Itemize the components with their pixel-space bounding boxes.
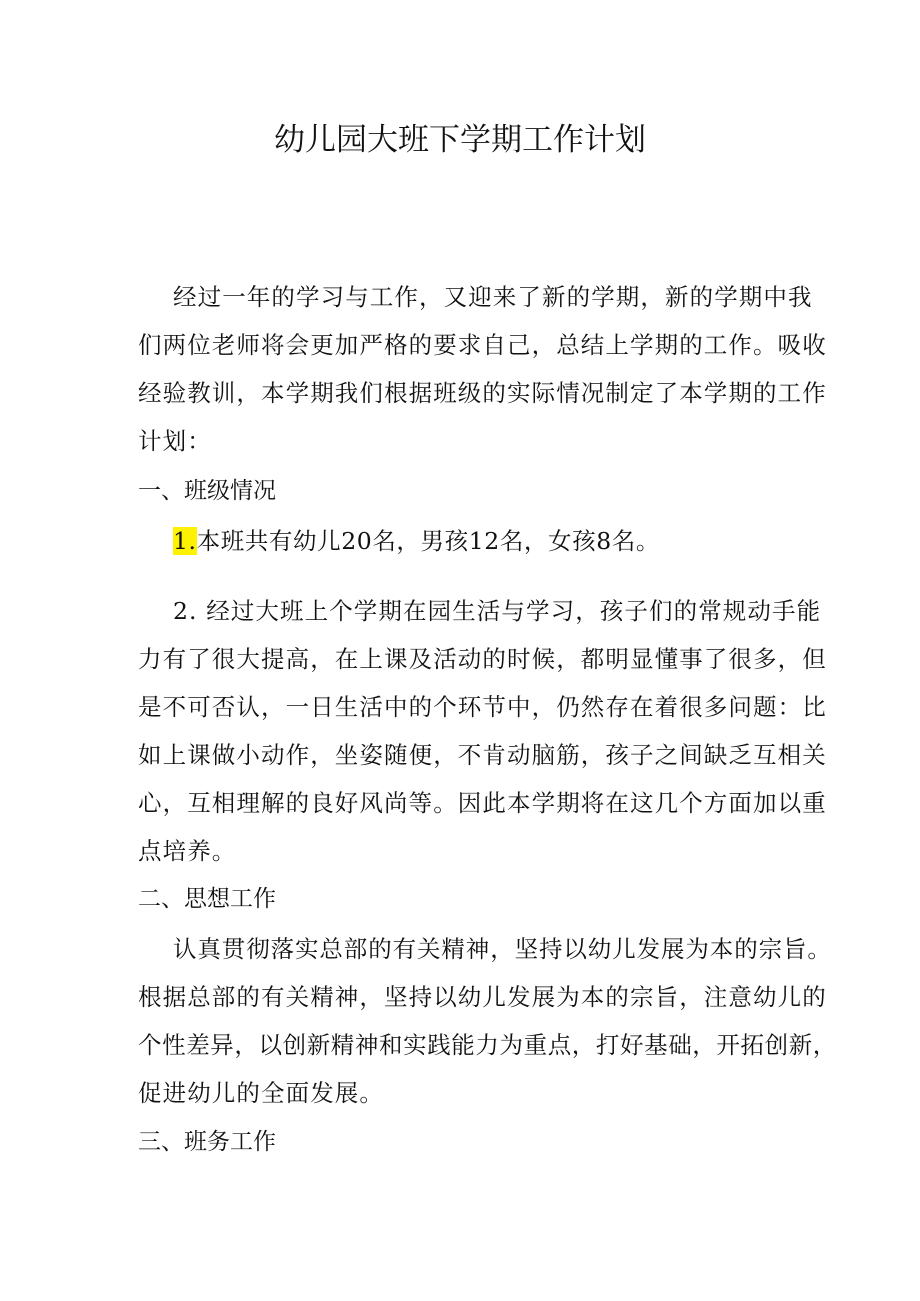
paragraph-line: 是不可否认，一日生活中的个环节中，仍然存在着很多问题：比 xyxy=(138,693,827,721)
paragraph-line: 点培养。 xyxy=(138,837,237,865)
class-info-item xyxy=(173,522,660,556)
document-title: 幼儿园大班下学期工作计划 xyxy=(274,122,646,158)
paragraph-line: 如上课做小动作，坐姿随便，不肯动脑筋，孩子之间缺乏互相关 xyxy=(138,741,827,769)
intro-paragraph xyxy=(138,278,827,458)
paragraph-line: 心，互相理解的良好风尚等。因此本学期将在这几个方面加以重 xyxy=(138,789,827,817)
intro-line: 们两位老师将会更加严格的要求自己，总结上学期的工作。吸收 xyxy=(138,331,827,359)
intro-line: 计划： xyxy=(138,427,212,455)
ideology-paragraph xyxy=(138,930,837,1120)
paragraph-line: 根据总部的有关精神，坚持以幼儿发展为本的宗旨，注意幼儿的 xyxy=(138,983,827,1011)
intro-line: 经验教训，本学期我们根据班级的实际情况制定了本学期的工作 xyxy=(138,379,827,407)
paragraph-line: 认真贯彻落实总部的有关精神，坚持以幼儿发展为本的宗旨。 xyxy=(173,935,832,963)
class-info-text: 本班共有幼儿20名，男孩12名，女孩8名。 xyxy=(196,527,660,555)
paragraph-line: 2. 经过大班上个学期在园生活与学习，孩子们的常规动手能 xyxy=(173,597,822,625)
section-heading-ideology: 二、思想工作 xyxy=(138,886,276,912)
class-behavior-paragraph xyxy=(138,592,827,872)
intro-line: 经过一年的学习与工作，又迎来了新的学期，新的学期中我 xyxy=(173,283,813,311)
highlighted-number: 1. xyxy=(173,527,197,555)
section-heading-class-situation: 一、班级情况 xyxy=(138,478,276,504)
paragraph-line: 力有了很大提高，在上课及活动的时候，都明显懂事了很多，但 xyxy=(138,645,827,673)
paragraph-line: 促进幼儿的全面发展。 xyxy=(138,1079,384,1107)
paragraph-line: 个性差异，以创新精神和实践能力为重点，打好基础，开拓创新， xyxy=(138,1031,837,1059)
section-heading-class-affairs: 三、班务工作 xyxy=(138,1129,276,1155)
